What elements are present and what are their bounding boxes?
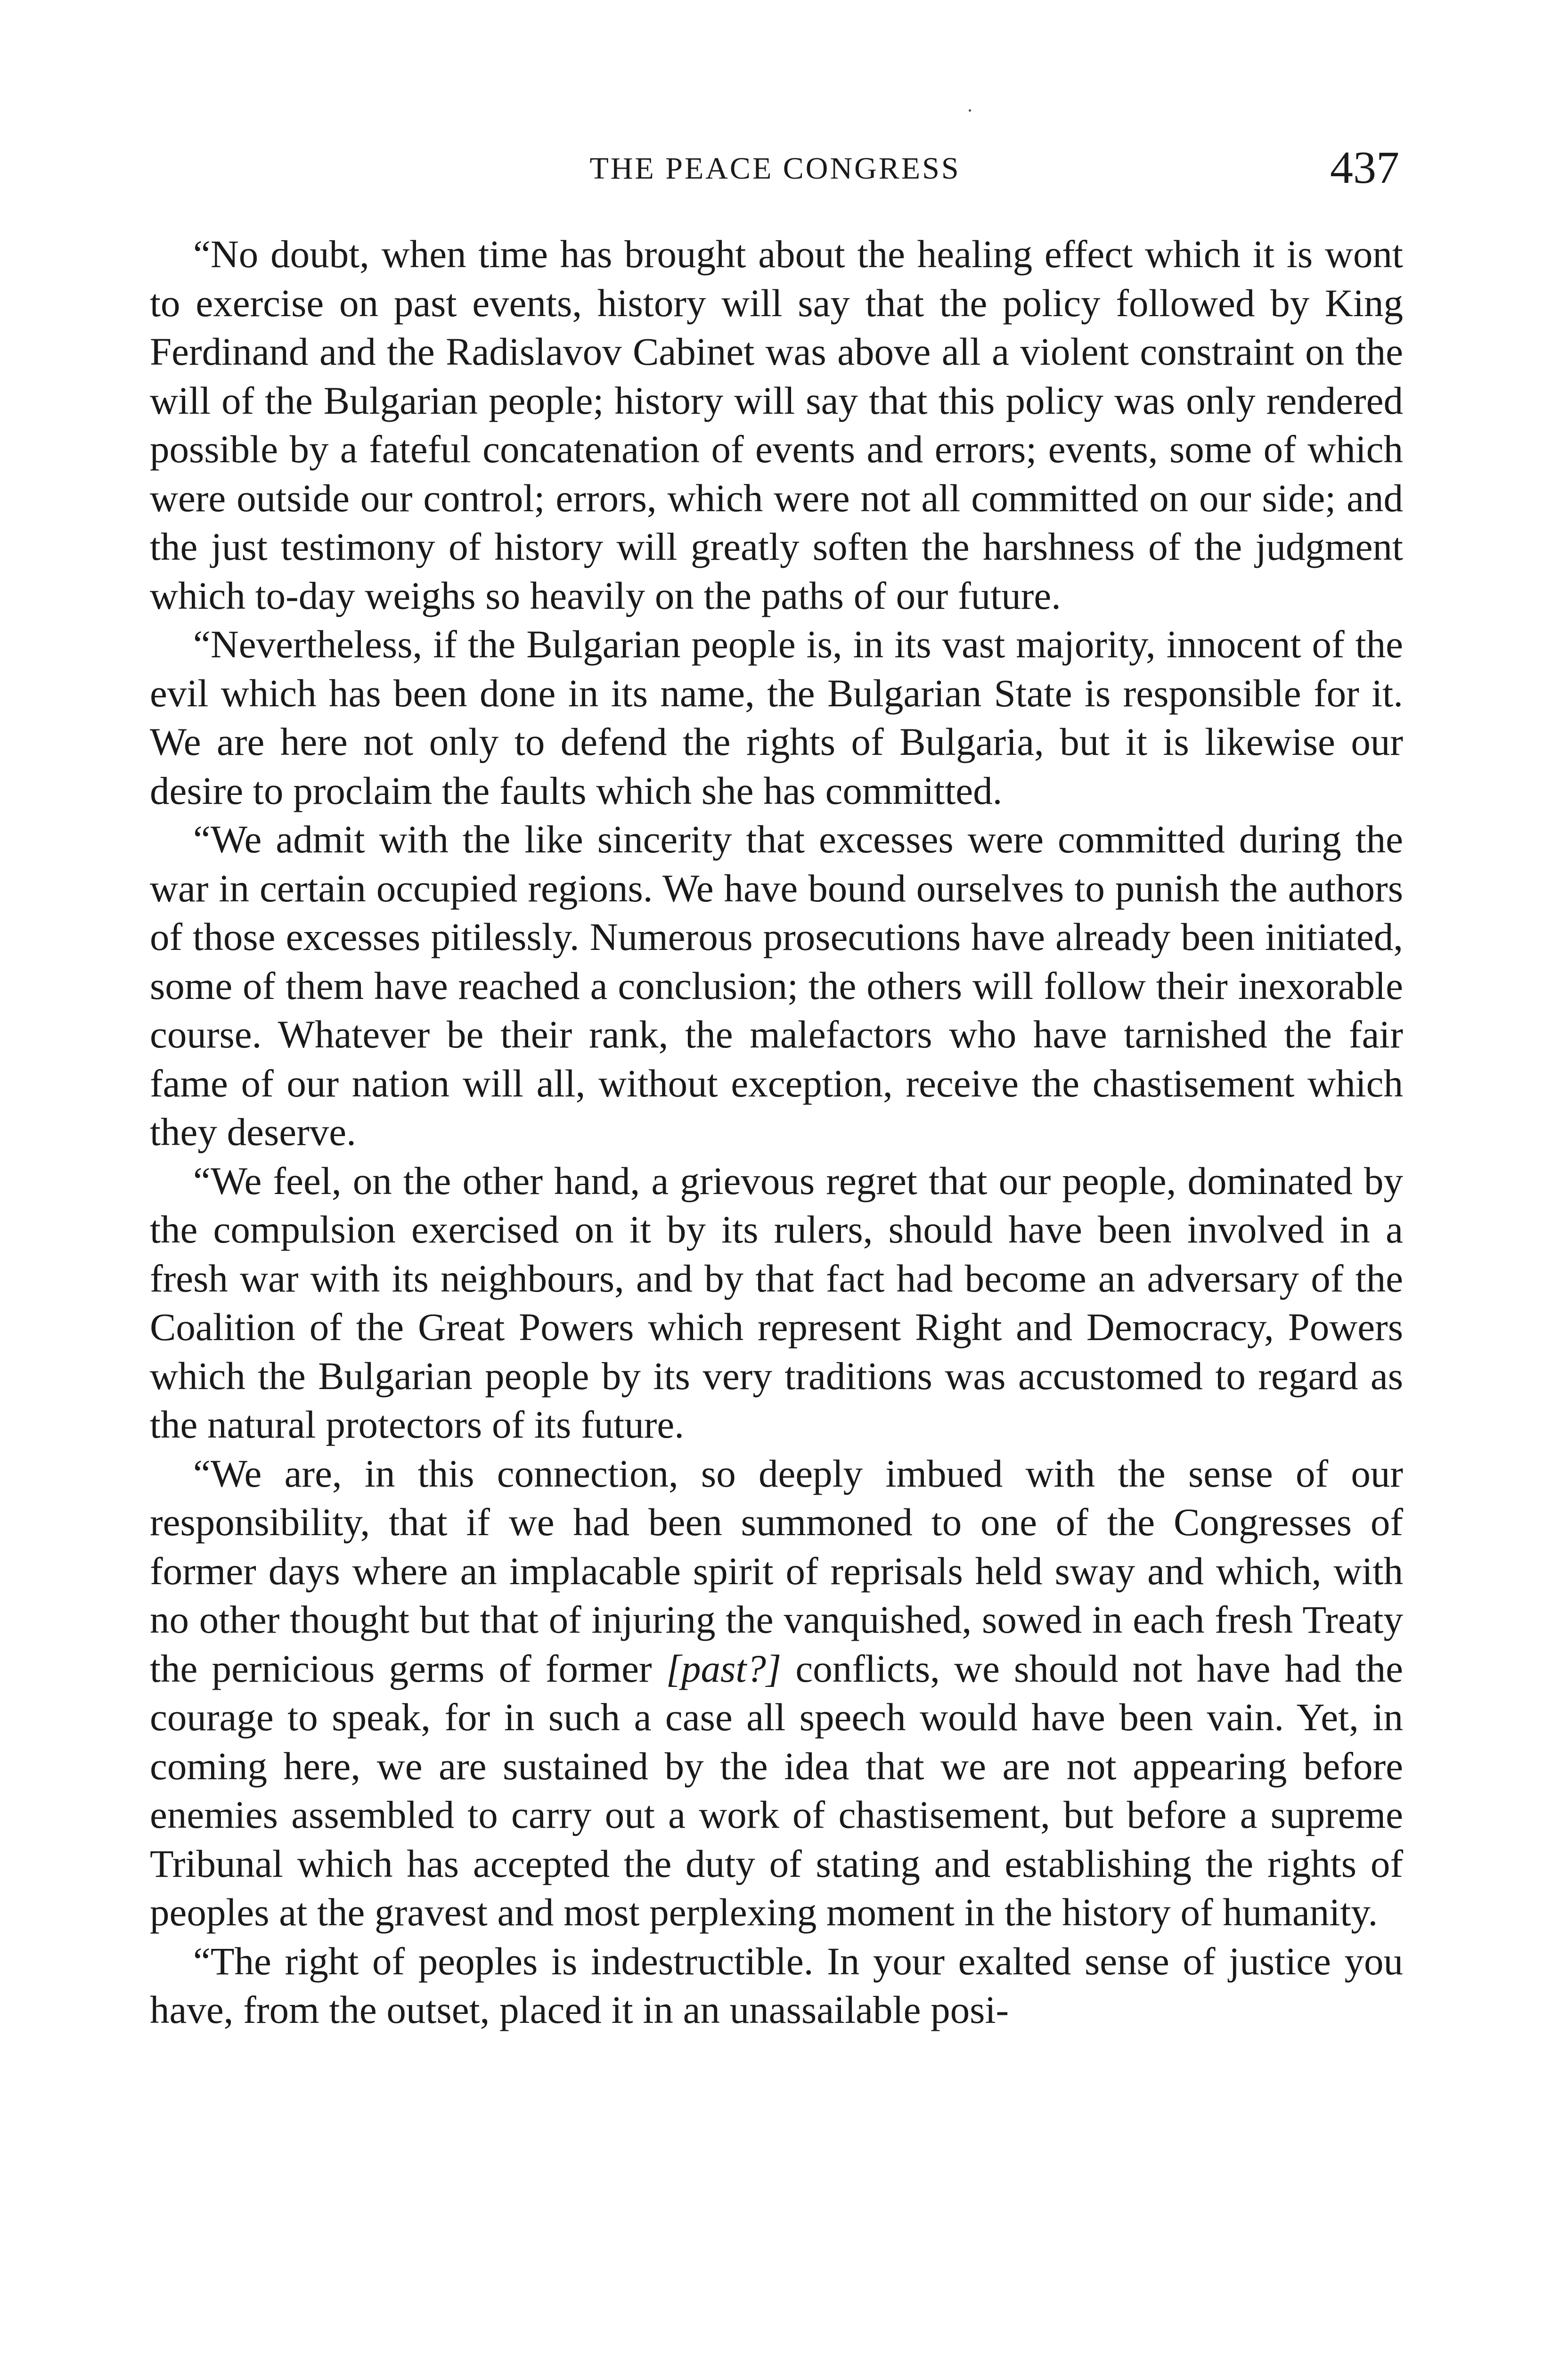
paragraph: “The right of peoples is indestructible. In your exalted sense of justice you have, from the outset, placed it in an unassailable posi- (150, 1939, 1403, 2031)
paragraph-text: conflicts, we should not have had the courage to speak, for in such a case all speech would have been vain. Yet, in coming here, we are sustained by the idea that we are not appearing before enemies assembled to carry out a work of chastisement, but before a supreme Tribunal which has accepted the duty of stating and establishing the rights of peoples at the gravest and most perplexing moment in the history of humanity. (150, 1646, 1404, 1934)
editorial-note: [past?] (666, 1646, 782, 1690)
paragraph: “Nevertheless, if the Bulgarian people is, in its vast majority, innocent of the evil which has been done in its name, the Bulgarian State is responsible for it. We are here not only to defend the rights of Bulgaria, but it is likewise our desire to proclaim the faults which she has committed. (150, 622, 1403, 812)
paragraph-text: “We are, in this connection, so deeply imbued with the sense of our responsibility, that if we had been summoned to one of the Congresses of former days where an implacable spirit of reprisals held sway and which, with no other thought but that of injuring the vanquished, sowed in each fresh Treaty the pernicious germs of former (150, 1451, 1403, 1690)
body-text (150, 230, 1403, 2035)
paragraph: “We feel, on the other hand, a grievous regret that our people, dominated by the compulsion exercised on it by its rulers, should have been involved in a fresh war with its neighbours, and by that fact had become an adversary of the Coalition of the Great Powers which represent Right and Democracy, Powers which the Bulgarian people by its very traditions was accustomed to regard as the natural protectors of its future. (150, 1159, 1403, 1446)
scan-speck (969, 109, 971, 112)
running-title: THE PEACE CONGRESS (589, 151, 961, 186)
paragraph: “We admit with the like sincerity that excesses were committed during the war in certain occupied regions. We have bound ourselves to punish the authors of those excesses pitilessly. Numerous prosecutions have already been initiated, some of them have reached a conclusion; the others will follow their inexorable course. Whatever be their rank, the malefactors who have tarnished the fair fame of our nation will all, without exception, receive the chastisement which they deserve. (150, 818, 1403, 1153)
page-number: 437 (1330, 142, 1399, 193)
running-head (151, 141, 1399, 207)
paragraph (150, 1449, 1403, 1937)
paragraph: “No doubt, when time has brought about the healing effect which it is wont to exercise on past events, history will say that the policy followed by King Ferdinand and the Radislavov Cabinet was above all a violent constraint on the will of the Bulgarian people; history will say that this policy was only rendered possible by a fateful concatenation of events and errors; events, some of which were outside our control; errors, which were not all committed on our side; and the just testimony of history will greatly soften the harshness of the judgment which to-day weighs so heavily on the paths of our future. (150, 232, 1403, 617)
